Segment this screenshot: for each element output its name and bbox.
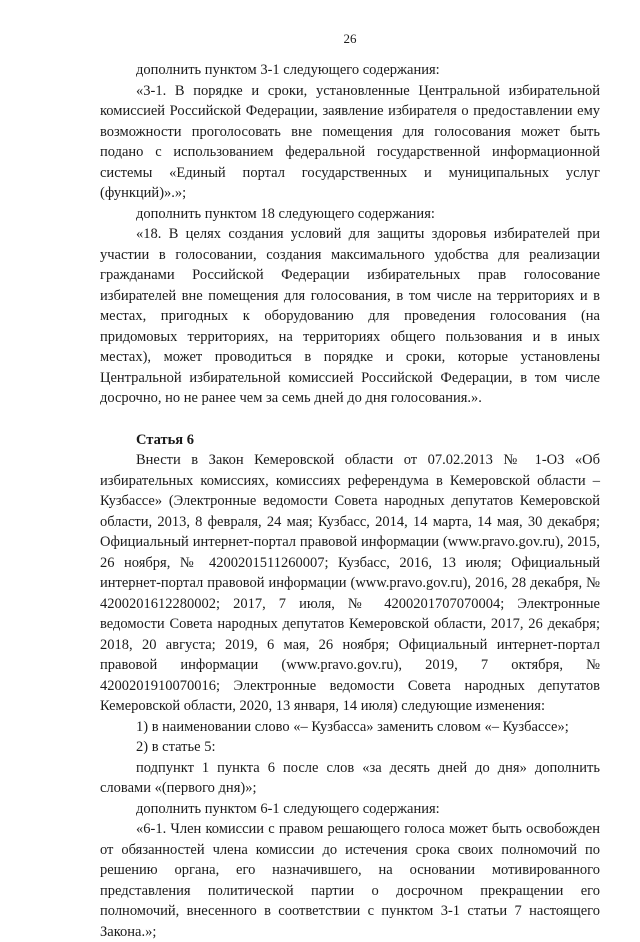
paragraph-add-point-3-1: дополнить пунктом 3-1 следующего содержания: xyxy=(136,62,440,78)
document-page xyxy=(100,30,600,942)
paragraph-add-point-6-1: дополнить пунктом 6-1 следующего содержания: xyxy=(136,800,440,817)
article-6-title: Статья 6 xyxy=(136,431,194,448)
section-gap xyxy=(100,409,600,430)
paragraph-change-1: 1) в наименовании слово «– Кузбасса» заменить словом «– Кузбассе»; xyxy=(136,718,569,735)
page-number: 26 xyxy=(343,31,357,46)
paragraph-add-point-18: дополнить пунктом 18 следующего содержания: xyxy=(136,205,435,222)
paragraph-subpoint-1: подпункт 1 пункта 6 после слов «за десять дней до дня» дополнить словами «(первого дня)»; xyxy=(100,759,600,796)
paragraph-amend-law: Внести в Закон Кемеровской области от 07.02.2013 № 1-ОЗ «Об избирательных комиссиях, комиссиях референдума в Кемеровской области – Кузбассе» (Электронные ведомости Совета народных депутатов Кемеровской области, 2013, 8 февраля, 24 мая; Кузбасс, 2014, 14 марта, 14 мая, 30 декабря; Официальный интернет-портал правовой информации (www.pravo.gov.ru), 2015, 26 ноября, № 4200201511260007; Кузбасс, 2016, 13 июля; Официальный интернет-портал правовой информации (www.pravo.gov.ru), 2016, 28 декабря, № 4200201612280002; 2017, 7 июля, № 4200201707070004; Электронные ведомости Совета народных депутатов Кемеровской области, 2017, 26 декабря; 2018, 20 августа; 2019, 6 мая, 26 ноября; Официальный интернет-портал правовой информации (www.pravo.gov.ru), 2019, 7 октября, № 4200201910070016; Электронные ведомости Совета народных депутатов Кемеровской области, 2020, 13 января, 14 июля) следующие изменения: xyxy=(100,452,600,714)
paragraph-point-18-text: «18. В целях создания условий для защиты здоровья избирателей при участии в голосовании, создания максимального удобства для реализации гражданами Российской Федерации избирательных прав голосование избирателей вне помещения для голосования, в том числе на территориях и в местах, пригодных к оборудованию для проведения голосования (на придомовых территориях, на территориях общего пользования и в иных местах), может проводиться в порядке и сроки, которые установлены Центральной избирательной комиссией Российской Федерации, в том числе досрочно, но не ранее чем за семь дней до дня голосования.». xyxy=(100,226,600,406)
paragraph-point-3-1-text: «3-1. В порядке и сроки, установленные Центральной избирательной комиссией Российской Федерации, заявление избирателя о предоставлении ему возможности проголосовать вне помещения для голосования может быть подано с использованием федеральной государственной информационной системы «Единый портал государственных и муниципальных услуг (функций)».»; xyxy=(100,82,600,201)
paragraph-point-6-1-text: «6-1. Член комиссии с правом решающего голоса может быть освобожден от обязанностей члена комиссии до истечения срока своих полномочий по решению органа, его назначившего, на основании мотивированного представления политической партии о досрочном прекращении его полномочий, внесенного в соответствии с пунктом 3-1 статьи 7 настоящего Закона.»; xyxy=(100,821,600,940)
paragraph-change-2: 2) в статье 5: xyxy=(136,739,216,755)
